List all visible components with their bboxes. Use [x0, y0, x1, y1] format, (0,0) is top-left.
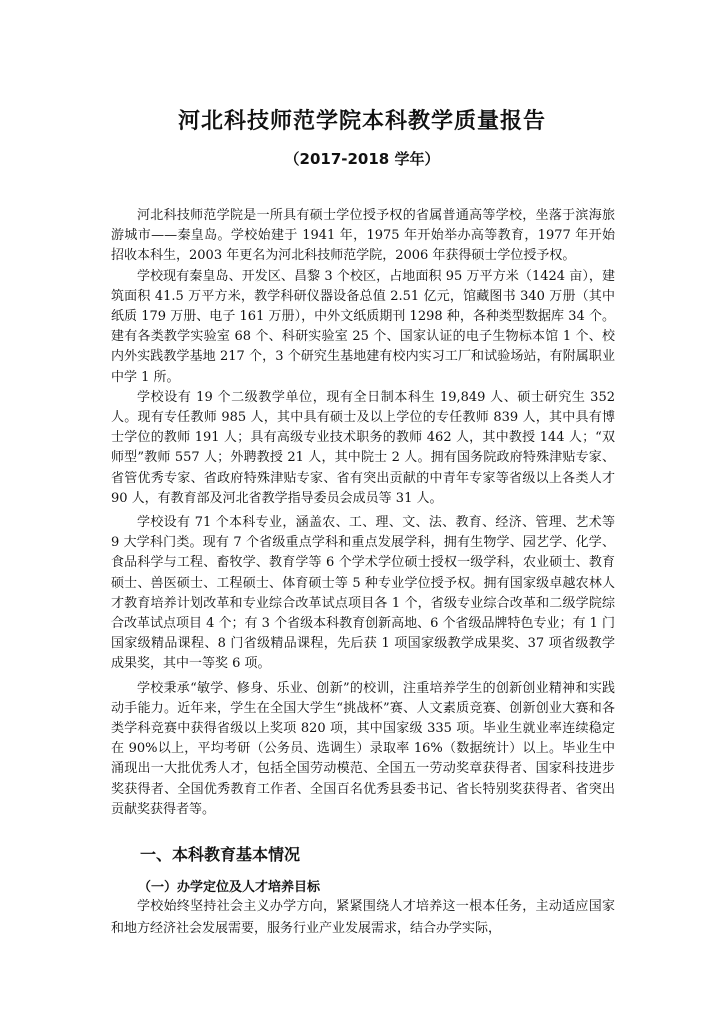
section-paragraph: 学校始终坚持社会主义办学方向，紧紧围绕人才培养这一根本任务，主动适应国家和地方经济社会发展需要，服务行业产业发展需求，结合办学实际，: [111, 899, 615, 936]
intro-paragraph: 学校设有 71 个本科专业，涵盖农、工、理、文、法、教育、经济、管理、艺术等 9 大学科门类。现有 7 个省级重点学科和重点发展学科，拥有生物学、园艺学、化学、食品科学与工程、畜牧学、教育学等 6 个学术学位硕士授权一级学科，农业硕士、教育硕士、兽医硕士、工程硕士、体育硕士等 5 种专业学位授予权。拥有国家级卓越农林人才教育培养计划改革和专业综合改革试点项目各 1 个，省级专业综合改革和二级学院综合改革试点项目 4 个；有 3 个省级本科教育创新高地、6 个省级品牌特色专业；有 1 门国家级精品课程、8 门省级精品课程，先后获 1 项国家级教学成果奖、37 项省级教学成果奖，其中一等奖 6 项。: [111, 515, 616, 672]
section-heading: 一、本科教育基本情况: [140, 845, 301, 864]
document-subtitle: （2017-2018 学年）: [284, 150, 440, 168]
intro-paragraph: 学校现有秦皇岛、开发区、昌黎 3 个校区，占地面积 95 万平方米（1424 亩），建筑面积 41.5 万平方米，教学科研仪器设备总值 2.51 亿元，馆藏图书 340 万册（其中纸质 179 万册、电子 161 万册），中外文纸质期刊 1298 种，各种类型数据库 34 个。建有各类教学实验室 68 个、科研实验室 25 个、国家认证的电子生物标本馆 1 个、校内外实践教学基地 217 个，3 个研究生基地建有校内实习工厂和试验场站，有附属职业中学 1 所。: [111, 268, 615, 385]
document-title: 河北科技师范学院本科教学质量报告: [177, 109, 546, 134]
intro-paragraph: 学校设有 19 个二级教学单位，现有全日制本科生 19,849 人、硕士研究生 352 人。现有专任教师 985 人，其中具有硕士及以上学位的专任教师 839 人，其中具有博士学位的教师 191 人；具有高级专业技术职务的教师 462 人，其中教授 144 人；“双师型”教师 557 人；外聘教授 21 人，其中院士 2 人。拥有国务院政府特殊津贴专家、省管优秀专家、省政府特殊津贴专家、省有突出贡献的中青年专家等省级以上各类人才 90 人，有教育部及河北省教学指导委员会成员等 31 人。: [111, 389, 615, 506]
section-subheading: （一）办学定位及人才培养目标: [138, 880, 321, 895]
section-body: [111, 896, 615, 940]
intro-paragraph: 学校秉承“敏学、修身、乐业、创新”的校训，注重培养学生的创新创业精神和实践动手能力。近年来，学生在全国大学生“挑战杯”赛、人文素质竞赛、创新创业大赛和各类学科竞赛中获得省级以上奖项 820 项，其中国家级 335 项。毕业生就业率连续稳定在 90%以上，平均考研（公务员、选调生）录取率 16%（数据统计）以上。毕业生中涌现出一大批优秀人才，包括全国劳动模范、全国五一劳动奖章获得者、国家科技进步奖获得者、全国优秀教育工作者、全国百名优秀县委书记、省长特别奖获得者、省突出贡献奖获得者等。: [111, 680, 615, 817]
intro-paragraph: 河北科技师范学院是一所具有硕士学位授予权的省属普通高等学校，坐落于滨海旅游城市——秦皇岛。学校始建于 1941 年，1975 年开始举办高等教育，1977 年开始招收本科生，2003 年更名为河北科技师范学院，2006 年获得硕士学位授予权。: [111, 208, 615, 264]
intro-body: [111, 206, 615, 820]
